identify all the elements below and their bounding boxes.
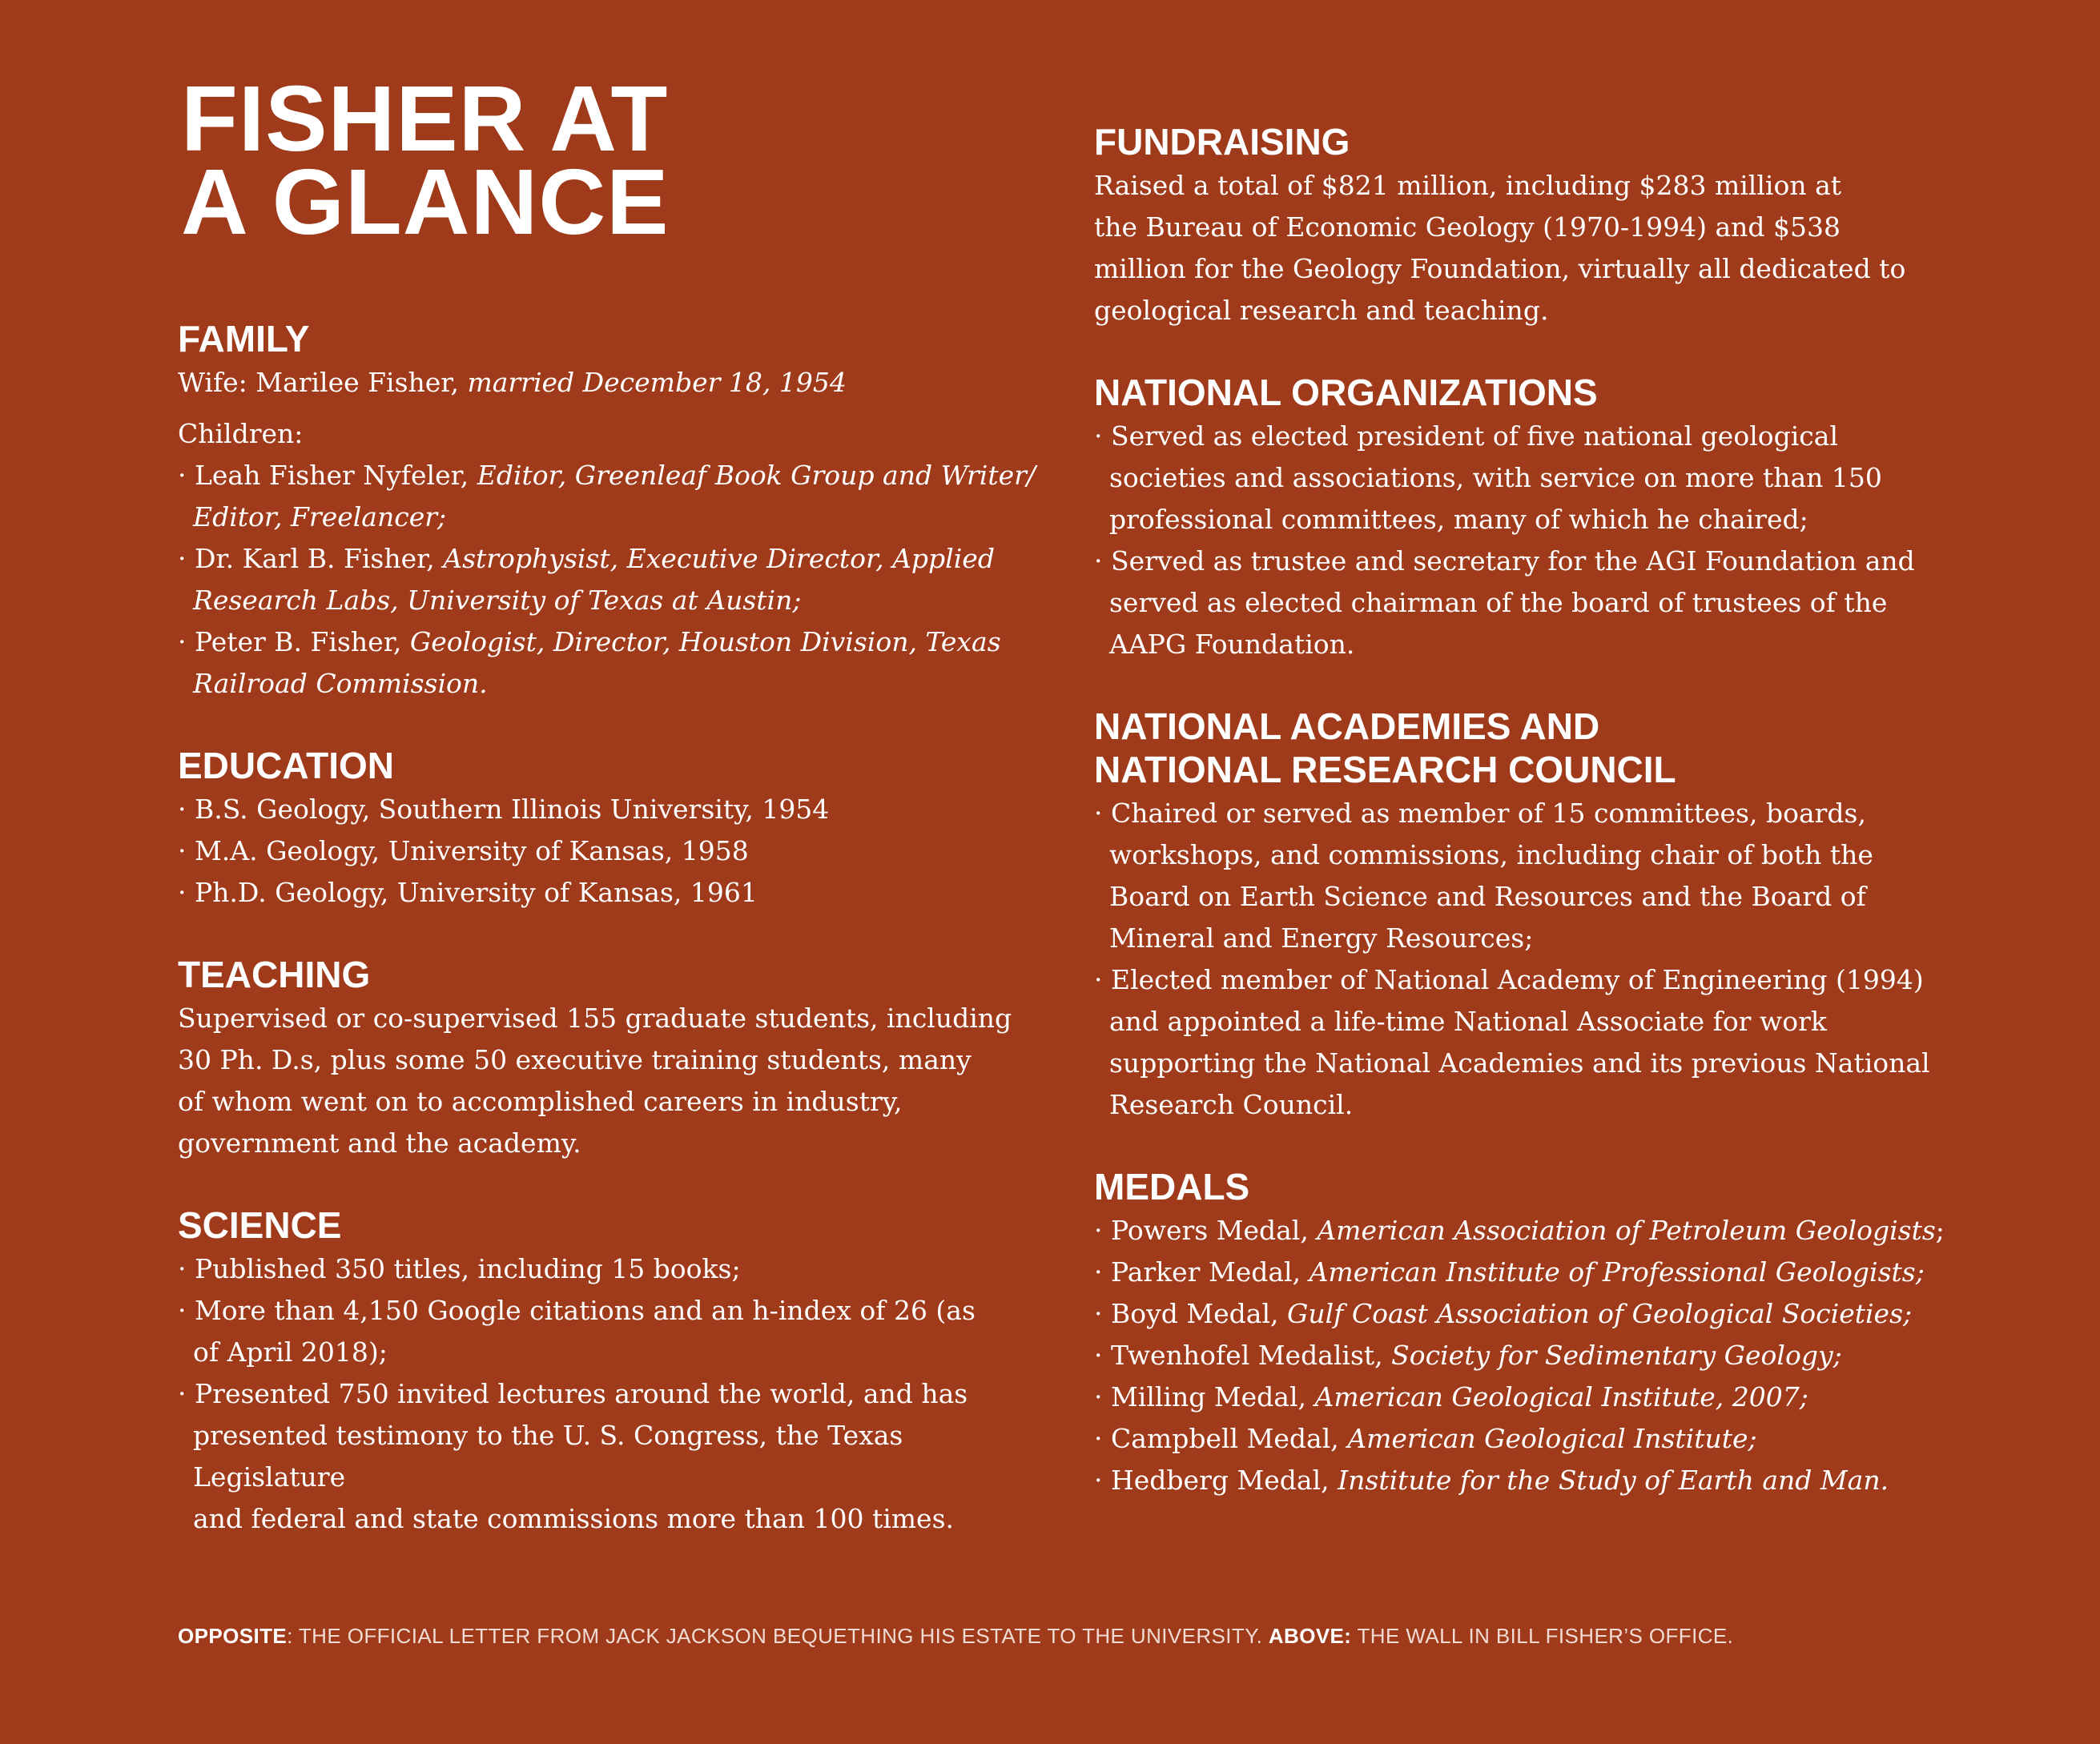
child-item: · Peter B. Fisher, Geologist, Director, Houston Division, Texas Railroad Commission. [178,626,1001,699]
medal-org: American Geological Institute, 2007; [1314,1381,1808,1412]
national-organizations-section [1094,371,1959,665]
wife-detail: married December 18, 1954 [467,367,847,398]
caption-label-opposite: OPPOSITE [178,1624,288,1648]
medal-item [1094,1460,1959,1501]
medal-item [1094,1210,1959,1252]
education-item: · Ph.D. Geology, University of Kansas, 1961 [178,877,758,908]
national-academies-heading [1094,705,1959,791]
science-item: · More than 4,150 Google citations and an h-index of 26 (as of April 2018); [178,1295,976,1368]
child-role: Geologist, Director, Houston Division, Texas Railroad Commission. [193,626,1001,699]
national-academies-item: · Elected member of National Academy of Engineering (1994) and appointed a life-time National Associate for work supporting the National Academies and its previous National Research Council. [1094,964,1930,1120]
medal-org: American Geological Institute; [1347,1423,1757,1454]
medal-name: · Boyd Medal, [1094,1298,1288,1329]
fundraising-line: Raised a total of $821 million, including $283 million at [1094,170,1842,201]
national-academies-item: · Chaired or served as member of 15 committees, boards, workshops, and commissions, including chair of both the Board on Earth Science and Resources and the Board of Mineral and Energy Resources; [1094,798,1873,954]
teaching-line: 30 Ph. D.s, plus some 50 executive training students, many [178,1044,972,1075]
medal-item [1094,1335,1959,1376]
wife-label: Wife: Marilee Fisher, [178,367,468,398]
fundraising-body [1094,165,1959,332]
education-list [178,789,1043,914]
fundraising-line: million for the Geology Foundation, virtually all dedicated to [1094,253,1906,284]
national-academies-heading-line-2: NATIONAL RESEARCH COUNCIL [1094,749,1676,790]
national-organizations-item: · Served as trustee and secretary for the AGI Foundation and served as elected chairman of the board of trustees of the AAPG Foundation. [1094,545,1915,660]
teaching-line: Supervised or co-supervised 155 graduate students, including [178,1003,1012,1034]
medal-org: Society for Sedimentary Geology; [1391,1340,1842,1371]
medal-org: Gulf Coast Association of Geological Societies; [1287,1298,1913,1329]
medal-end: ; [1935,1215,1945,1246]
national-organizations-list [1094,416,1959,665]
science-list [178,1248,1043,1540]
medal-name: · Milling Medal, [1094,1381,1315,1412]
photo-caption [178,1624,1733,1649]
medal-name: · Parker Medal, [1094,1256,1309,1288]
child-role: Astrophysist, Executive Director, Applied Research Labs, University of Texas at Austin; [193,543,995,616]
caption-label-above: ABOVE: [1268,1624,1352,1648]
medals-heading: MEDALS [1094,1166,1250,1208]
children-label: Children: [178,418,304,449]
education-heading: EDUCATION [178,745,395,786]
caption-text-opposite: : THE OFFICIAL LETTER FROM JACK JACKSON BEQUETHING HIS ESTATE TO THE UNIVERSITY. [287,1624,1269,1648]
teaching-line: government and the academy. [178,1127,581,1159]
caption-text-above: THE WALL IN BILL FISHER’S OFFICE. [1351,1624,1734,1648]
page-title-line-1: FISHER AT [181,66,669,171]
medal-item [1094,1376,1959,1418]
education-item: · M.A. Geology, University of Kansas, 1958 [178,835,749,866]
medal-org: American Association of Petroleum Geologists [1317,1215,1936,1246]
family-section [178,317,1043,705]
teaching-body [178,998,1043,1164]
national-academies-list [1094,793,1959,1126]
medal-org: American Institute of Professional Geologists; [1309,1256,1925,1288]
science-item: · Published 350 titles, including 15 books; [178,1253,741,1284]
family-heading: FAMILY [178,318,310,360]
national-organizations-heading: NATIONAL ORGANIZATIONS [1094,372,1598,413]
child-item: · Leah Fisher Nyfeler, Editor, Greenleaf Book Group and Writer/ Editor, Freelancer; [178,460,1036,532]
medal-org: Institute for the Study of Earth and Man. [1338,1465,1889,1496]
medal-item [1094,1418,1959,1460]
education-section [178,744,1043,914]
right-column [1094,120,1959,1541]
page-title [181,66,670,254]
medal-name: · Campbell Medal, [1094,1423,1348,1454]
national-academies-heading-line-1: NATIONAL ACADEMIES AND [1094,705,1600,747]
teaching-section [178,953,1043,1164]
medals-list [1094,1210,1959,1501]
science-item: · Presented 750 invited lectures around the world, and has presented testimony to the U. S. Congress, the Texas Legislature and federal and state commissions more than 100 times. [178,1378,968,1534]
family-body [178,362,1043,705]
teaching-line: of whom went on to accomplished careers in industry, [178,1086,903,1117]
medal-name: · Hedberg Medal, [1094,1465,1338,1496]
fundraising-section [1094,120,1959,332]
child-name: Leah Fisher Nyfeler, [194,460,477,491]
medal-name: · Twenhofel Medalist, [1094,1340,1392,1371]
science-section [178,1204,1043,1540]
medal-name: · Powers Medal, [1094,1215,1318,1246]
medal-item [1094,1252,1959,1293]
science-heading: SCIENCE [178,1204,342,1246]
fundraising-line: the Bureau of Economic Geology (1970-1994) and $538 [1094,211,1841,243]
child-item: · Dr. Karl B. Fisher, Astrophysist, Executive Director, Applied Research Labs, University of Texas at Austin; [178,543,995,616]
fundraising-line: geological research and teaching. [1094,295,1549,326]
fundraising-heading: FUNDRAISING [1094,121,1350,163]
left-column [178,317,1043,1579]
education-item: · B.S. Geology, Southern Illinois University, 1954 [178,794,830,825]
medals-section [1094,1165,1959,1501]
national-organizations-item: · Served as elected president of five national geological societies and associations, with service on more than 150 professional committees, many of which he chaired; [1094,420,1882,535]
child-name: Dr. Karl B. Fisher, [194,543,444,574]
page-title-line-2: A GLANCE [181,150,670,254]
child-role: Editor, Greenleaf Book Group and Writer/ Editor, Freelancer; [193,460,1036,532]
child-name: Peter B. Fisher, [194,626,410,657]
wife-line [178,362,1043,404]
teaching-heading: TEACHING [178,954,371,995]
national-academies-section [1094,705,1959,1126]
medal-item [1094,1293,1959,1335]
